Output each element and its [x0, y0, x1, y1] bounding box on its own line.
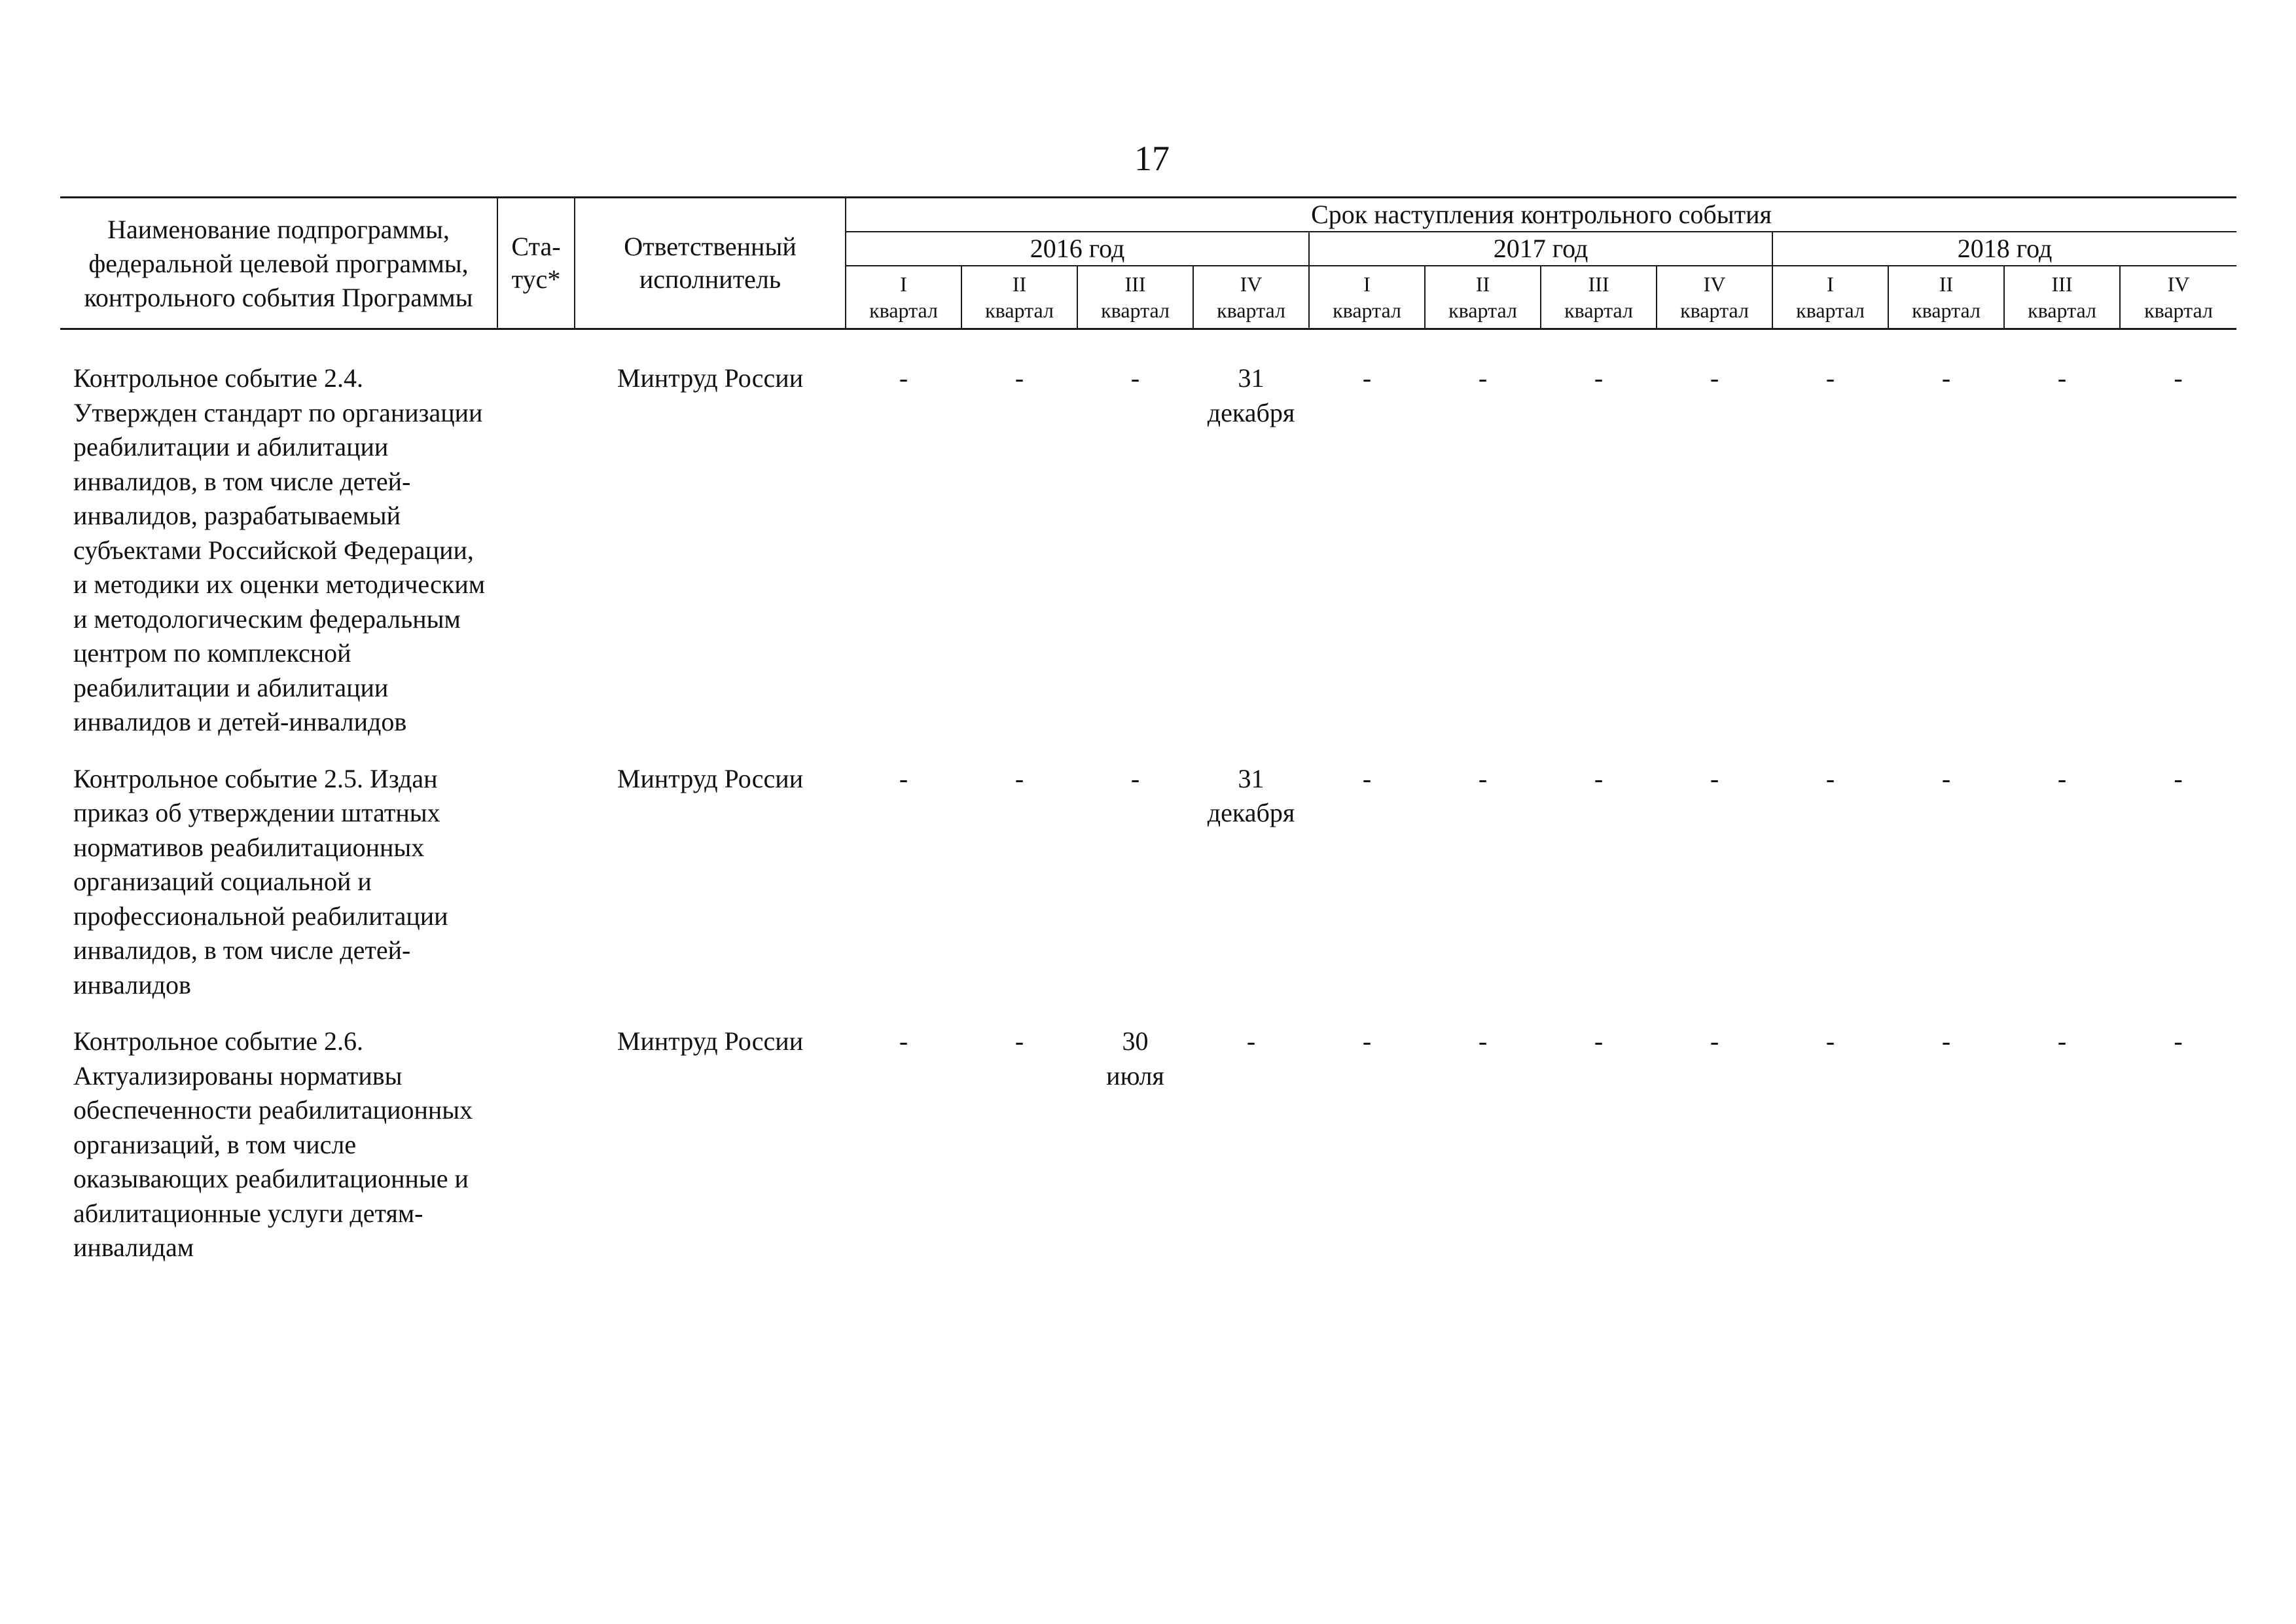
event-quarter-cell: - — [1941, 763, 1951, 793]
event-quarter-cell: - — [1130, 763, 1140, 793]
event-quarter-cell: - — [2174, 763, 2183, 793]
header-quarter-1-4 — [1193, 266, 1309, 329]
table-row — [60, 361, 2236, 740]
event-quarter-cell: - — [1825, 363, 1835, 393]
event-status-cell — [497, 1024, 575, 1265]
event-quarter-cell: - — [1130, 363, 1140, 393]
header-quarter-1-1 — [846, 266, 961, 329]
event-quarter-cell: - — [1941, 1026, 1951, 1056]
header-quarter-3-4 — [2120, 266, 2236, 329]
event-quarter-cell: - — [1594, 363, 1604, 393]
quarter-word: квартал — [1564, 298, 1633, 322]
quarter-word: квартал — [1680, 298, 1749, 322]
quarter-numeral: I — [1363, 272, 1371, 296]
event-quarter-cell: - — [1478, 763, 1488, 793]
quarter-numeral: IV — [2167, 272, 2190, 296]
header-name-column: Наименование подпрограммы, федеральной целевой программы, контрольного события Программы — [60, 198, 497, 329]
quarter-word: квартал — [1796, 298, 1865, 322]
event-quarter-cell: - — [1246, 1026, 1256, 1056]
event-quarter-cell: 31 декабря — [1207, 363, 1295, 427]
quarter-numeral: II — [1475, 272, 1490, 296]
quarter-numeral: IV — [1703, 272, 1726, 296]
header-quarter-3-3 — [2004, 266, 2120, 329]
event-quarter-cell: - — [1710, 763, 1719, 793]
event-quarter-cell: - — [899, 1026, 908, 1056]
header-year-2017: 2017 год — [1309, 232, 1772, 266]
event-quarter-cell: - — [1825, 763, 1835, 793]
event-status-cell — [497, 762, 575, 1003]
schedule-sheet — [60, 196, 2236, 1265]
quarter-numeral: II — [1939, 272, 1954, 296]
quarter-word: квартал — [985, 298, 1054, 322]
event-executor-cell: Минтруд России — [617, 363, 804, 393]
event-quarter-cell: - — [2057, 363, 2067, 393]
event-quarter-cell: - — [2174, 1026, 2183, 1056]
quarter-numeral: I — [900, 272, 907, 296]
quarter-numeral: I — [1827, 272, 1834, 296]
quarter-numeral: II — [1012, 272, 1027, 296]
quarter-word: квартал — [869, 298, 938, 322]
event-quarter-cell: - — [1362, 1026, 1372, 1056]
event-quarter-cell: - — [1594, 1026, 1604, 1056]
header-quarter-1-3 — [1077, 266, 1193, 329]
header-quarter-2-3 — [1541, 266, 1657, 329]
header-status-line1: Ста- — [511, 232, 561, 261]
event-quarter-cell: - — [899, 363, 908, 393]
event-quarter-cell: - — [1014, 1026, 1024, 1056]
quarter-numeral: III — [1588, 272, 1609, 296]
event-name-cell: Контрольное событие 2.6. Актуализированы нормативы обеспеченности реабилитационных организаций, в том числе оказывающих реабилитационные и абилитационные услуги детям-инвалидам — [73, 1026, 473, 1262]
control-events-table — [60, 196, 2236, 1265]
event-quarter-cell: - — [1362, 363, 1372, 393]
event-quarter-cell: 31 декабря — [1207, 763, 1295, 827]
quarter-word: квартал — [1217, 298, 1285, 322]
header-executor-column: Ответственный исполнитель — [575, 198, 846, 329]
event-quarter-cell: - — [1710, 1026, 1719, 1056]
event-quarter-cell: - — [1014, 363, 1024, 393]
header-deadline-title: Срок наступления контрольного события — [846, 198, 2236, 232]
header-quarter-3-2 — [1888, 266, 2004, 329]
quarter-word: квартал — [2028, 298, 2096, 322]
header-quarter-2-2 — [1425, 266, 1541, 329]
event-executor-cell: Минтруд России — [617, 763, 804, 793]
event-quarter-cell: - — [1594, 763, 1604, 793]
event-quarter-cell: - — [1362, 763, 1372, 793]
header-year-2016: 2016 год — [846, 232, 1309, 266]
event-quarter-cell: - — [1710, 363, 1719, 393]
event-quarter-cell: - — [1941, 363, 1951, 393]
event-executor-cell: Минтруд России — [617, 1026, 804, 1056]
event-quarter-cell: - — [2174, 363, 2183, 393]
table-row — [60, 762, 2236, 1003]
header-year-2018: 2018 год — [1772, 232, 2236, 266]
event-quarter-cell: 30 июля — [1106, 1026, 1164, 1091]
event-quarter-cell: - — [2057, 1026, 2067, 1056]
event-quarter-cell: - — [2057, 763, 2067, 793]
quarter-word: квартал — [1448, 298, 1517, 322]
header-quarter-3-1 — [1772, 266, 1888, 329]
header-status-line2: тус* — [511, 264, 561, 294]
quarter-word: квартал — [1333, 298, 1401, 322]
page-number: 17 — [1134, 139, 1170, 178]
event-name-cell: Контрольное событие 2.5. Издан приказ об утверждении штатных нормативов реабилитационных организаций социальной и профессиональной реабилитации инвалидов, в том числе детей-инвалидов — [73, 763, 448, 1000]
event-status-cell — [497, 361, 575, 740]
header-quarter-2-1 — [1309, 266, 1425, 329]
event-quarter-cell: - — [899, 763, 908, 793]
table-header — [60, 198, 2236, 329]
quarter-word: квартал — [1912, 298, 1981, 322]
table-body — [60, 329, 2236, 1265]
table-row — [60, 1024, 2236, 1265]
event-name-cell: Контрольное событие 2.4. Утвержден стандарт по организации реабилитации и абилитации инвалидов, в том числе детей-инвалидов, разрабатываемый субъектами Российской Федерации, и методики их оценки методическим и методологическим федеральным центром по комплексной реабилитации и абилитации инвалидов и детей-инвалидов — [73, 363, 486, 736]
quarter-numeral: III — [1124, 272, 1146, 296]
quarter-word: квартал — [2144, 298, 2213, 322]
event-quarter-cell: - — [1478, 1026, 1488, 1056]
quarter-word: квартал — [1101, 298, 1170, 322]
header-quarter-1-2 — [961, 266, 1077, 329]
quarter-numeral: IV — [1240, 272, 1263, 296]
header-status-column — [497, 198, 575, 329]
quarter-numeral: III — [2051, 272, 2073, 296]
event-quarter-cell: - — [1825, 1026, 1835, 1056]
header-quarter-2-4 — [1657, 266, 1772, 329]
event-quarter-cell: - — [1014, 763, 1024, 793]
event-quarter-cell: - — [1478, 363, 1488, 393]
